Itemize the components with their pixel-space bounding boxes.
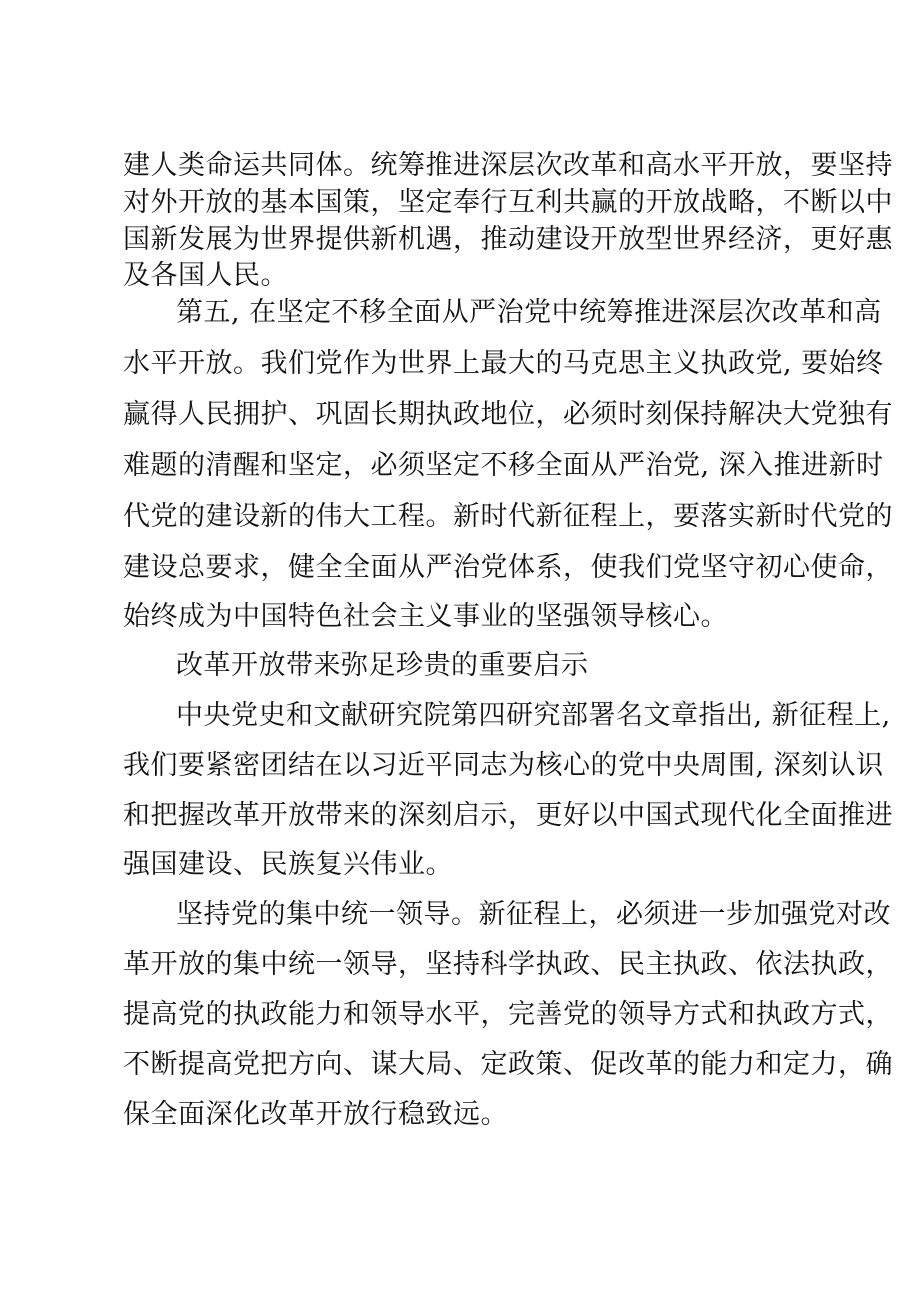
paragraph-5-line-2: 革开放的集中统一领导，坚持科学执政、民主执政、依法执政， bbox=[123, 949, 893, 980]
paragraph-2-line-3: 赢得人民拥护、巩固长期执政地位，必须时刻保持解决大党独有 bbox=[123, 399, 893, 430]
paragraph-4-line-1: 中央党史和文献研究院第四研究部署名文章指出, 新征程上, bbox=[176, 700, 891, 731]
paragraph-1-line-2: 对外开放的基本国策，坚定奉行互利共赢的开放战略，不断以中 bbox=[123, 187, 893, 218]
paragraph-5-line-3: 提高党的执政能力和领导水平，完善党的领导方式和执政方式， bbox=[123, 999, 893, 1030]
paragraph-5-line-1: 坚持党的集中统一领导。新征程上，必须进一步加强党对改 bbox=[176, 899, 891, 930]
paragraph-1-line-1: 建人类命运共同体。统筹推进深层次改革和高水平开放，要坚持 bbox=[123, 150, 893, 181]
paragraph-1-line-4: 及各国人民。 bbox=[123, 260, 288, 291]
paragraph-4-line-3: 和把握改革开放带来的深刻启示，更好以中国式现代化全面推进 bbox=[123, 800, 893, 831]
paragraph-4-line-2: 我们要紧密团结在以习近平同志为核心的党中央周围, 深刻认识 bbox=[123, 750, 884, 781]
section-heading: 改革开放带来弥足珍贵的重要启示 bbox=[176, 650, 589, 681]
paragraph-2-line-6: 建设总要求，健全全面从严治党体系，使我们党坚守初心使命， bbox=[123, 552, 893, 583]
paragraph-5-line-5: 保全面深化改革开放行稳致远。 bbox=[123, 1099, 508, 1130]
paragraph-2-line-7: 始终成为中国特色社会主义事业的坚强领导核心。 bbox=[123, 601, 728, 632]
paragraph-4-line-4: 强国建设、民族复兴伟业。 bbox=[123, 849, 453, 880]
paragraph-5-line-4: 不断提高党把方向、谋大局、定政策、促改革的能力和定力，确 bbox=[123, 1049, 893, 1080]
paragraph-1-line-3: 国新发展为世界提供新机遇，推动建设开放型世界经济，更好惠 bbox=[123, 224, 893, 255]
paragraph-2-line-1: 第五, 在坚定不移全面从严治党中统筹推进深层次改革和高 bbox=[176, 297, 882, 328]
paragraph-2-line-2: 水平开放。我们党作为世界上最大的马克思主义执政党, 要始终 bbox=[123, 348, 884, 379]
paragraph-2-line-5: 代党的建设新的伟大工程。新时代新征程上，要落实新时代党的 bbox=[123, 501, 893, 532]
paragraph-2-line-4: 难题的清醒和坚定，必须坚定不移全面从严治党, 深入推进新时 bbox=[123, 450, 884, 481]
